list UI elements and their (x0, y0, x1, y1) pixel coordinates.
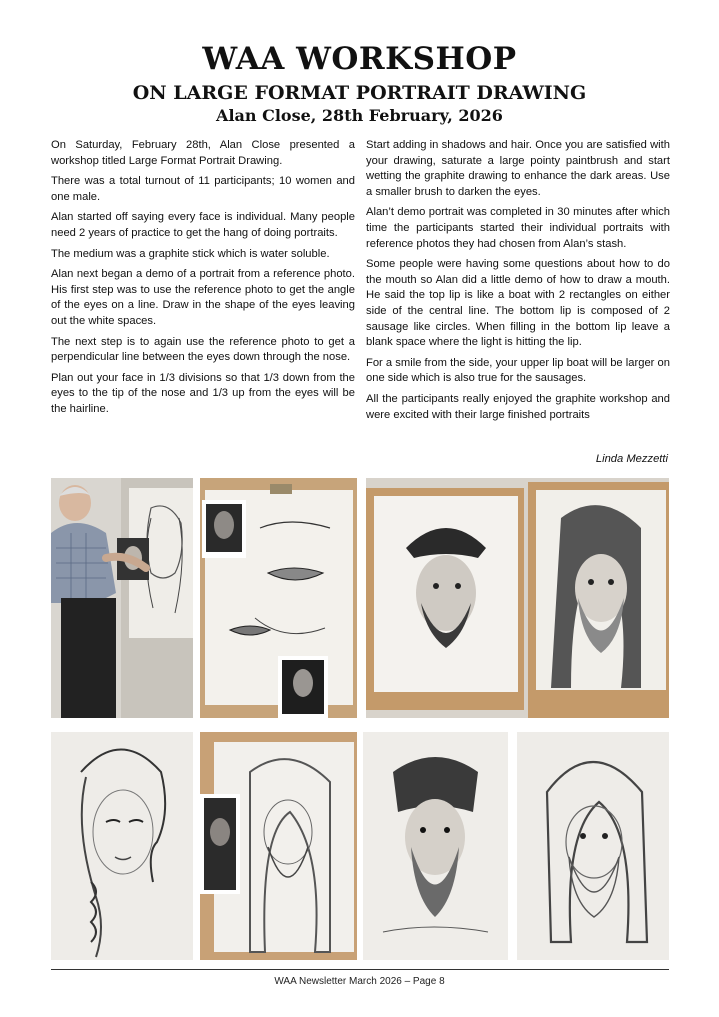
paragraph: All the participants really enjoyed the graphite workshop and were excited with their large finished portraits (366, 392, 670, 421)
author-signature: Linda Mezzetti (595, 453, 668, 465)
photo-bearded-men-portraits (366, 478, 669, 718)
paragraph: Start adding in shadows and hair. Once you are satisfied with your drawing, saturate a large pointy paintbrush and start wetting the graphite drawing to enhance the dark areas. Use a smaller brush to darken the eyes. (366, 139, 670, 198)
paragraph: The next step is to again use the reference photo to get a perpendicular line between the eyes down through the nose. (51, 335, 355, 364)
paragraph: Some people were having some questions about how to do the mouth so Alan did a little demo of how to draw a mouth. He said the top lip is like a boat with 2 rectangles on either side of the central line. The bottom lip is composed of 2 sausage like circles. When filling in the bottom lip leave a blank space where the light is hitting the lip. (366, 258, 670, 349)
paragraph: On Saturday, February 28th, Alan Close presented a workshop titled Large Format Portrait Drawing. (51, 139, 355, 167)
photo-hooded-man-with-reference (200, 732, 357, 960)
photo-alan-demonstrating (51, 478, 193, 718)
paragraph: There was a total turnout of 11 participants; 10 women and one male. (51, 175, 355, 203)
photo-bearded-man-drawing (363, 732, 508, 960)
paragraph: Plan out your face in 1/3 divisions so that 1/3 down from the eyes to the tip of the nose and 1/3 up from the eyes will be the hairline. (51, 371, 355, 415)
paragraph: Alan started off saying every face is individual. Many people need 2 years of practice to get the hang of doing portraits. (51, 211, 355, 239)
footer-divider (51, 969, 669, 970)
photo-woman-braid-drawing (51, 732, 193, 960)
page-footer: WAA Newsletter March 2026 – Page 8 (274, 976, 445, 987)
photo-hooded-man-drawing (517, 732, 669, 960)
article-byline: Alan Close, 28th February, 2026 (216, 106, 503, 125)
article-subtitle: ON LARGE FORMAT PORTRAIT DRAWING (132, 82, 587, 104)
paragraph: Alan next began a demo of a portrait from a reference photo. His first step was to use the reference photo to get the angle of the eyes on a line. Draw in the shape of the eyes leaving out the white spaces. (51, 268, 355, 327)
paragraph: Alan’t demo portrait was completed in 30 minutes after which time the participants started their individual portraits with reference photos they had chosen from Alan’s stash. (366, 206, 670, 250)
article-left-column (51, 138, 355, 423)
paragraph: For a smile from the side, your upper lip boat will be larger on one side which is also true for the sausages. (366, 356, 670, 385)
article-title: WAA WORKSHOP (202, 41, 517, 77)
photo-mouth-studies (200, 478, 357, 718)
paragraph: The medium was a graphite stick which is water soluble. (51, 247, 330, 260)
article-right-column (366, 138, 670, 428)
